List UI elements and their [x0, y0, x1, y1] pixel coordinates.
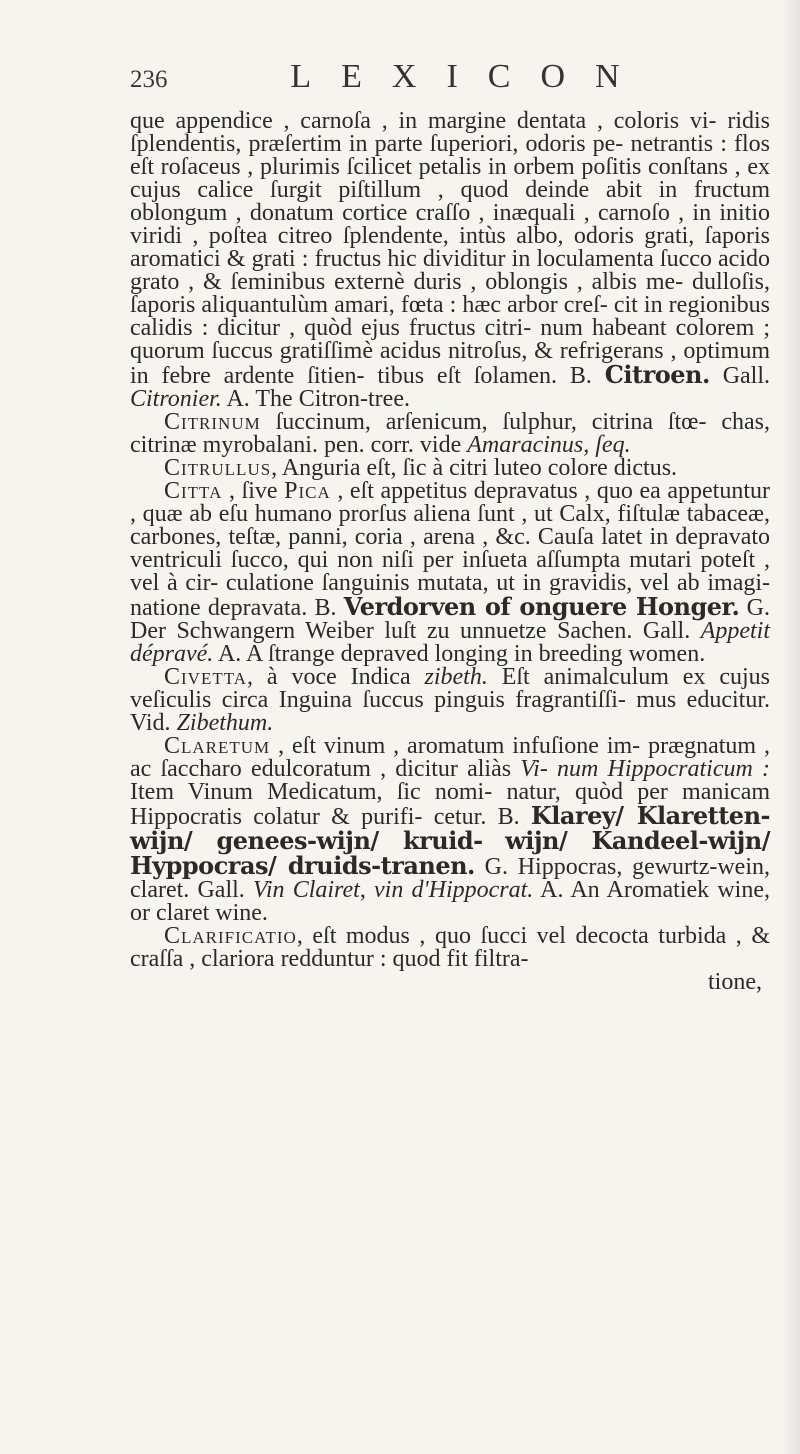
- headword: Civetta: [164, 664, 248, 690]
- page-edge-shadow: [782, 0, 800, 1454]
- entry-clarificatio: Clarificatio, eſt modus , quo ſucci vel decocta turbida , & craſſa , clariora redduntur : quod fit filtra-: [130, 923, 770, 972]
- dutch-term: Citroen.: [604, 360, 710, 389]
- dutch-term: wijn/ Kandeel-wijn/ Hyppocras/ druids-tranen.: [130, 826, 770, 880]
- entry-claretum: Claretum , eſt vinum , aromatum infuſione im- prægnatum , ac ſaccharo edulcoratum , dicitur aliàs Vi- num Hippocraticum : Item Vinum Medicatum, ſic nomi- natur, quòd per manicam Hippocratis colatur & purifi- cetur. B. Klarey/ Klaretten-wijn/ genees-wijn/ kruid- wijn/ Kandeel-wijn/ Hyppocras/ druids-tranen. G. Hippocras, gewurtz-wein, claret. Gall. Vin Clairet, vin d'Hippocrat. A. An Aromatiek wine, or claret wine.: [130, 733, 771, 926]
- dutch-term: Verdorven of onguere Honger.: [343, 592, 740, 621]
- entry-citrinum: Citrinum ſuccinum, arſenicum, ſulphur, citrina ſtœ- chas, citrinæ myrobalani. pen. corr. vide Amaracinus, ſeq.: [130, 409, 771, 458]
- dutch-term: Klarey/ Klaretten-wijn/ genees-wijn/ kruid-: [130, 801, 770, 855]
- headword: Citta: [164, 478, 223, 504]
- entry-citrullus: Citrullus, Anguria eſt, ſic à citri luteo colore dictus.: [164, 455, 678, 481]
- headword-synonym: Pica: [284, 478, 331, 504]
- entry-citta: Citta , ſive Pica , eſt appetitus depravatus , quo ea appetuntur , quæ ab eſu humano prorſus aliena ſunt , ut Calx, fiſtulæ tabaceæ, carbones, teſtæ, panni, coria , arena , &c. Cauſa latet in depravato ventriculi ſucco, qui non niſi per inſueta aſſumpta mutari poteſt , vel à cir- culatione ſanguinis mutata, ut in gravidis, vel ab imagi- natione depravata. B. Verdorven of onguere Honger. G. Der Schwangern Weiber luſt zu unnuetze Sachen. Gall. Appetit dépravé. A. A ſtrange depraved longing in breeding women.: [130, 478, 771, 667]
- headword: Claretum: [164, 733, 271, 759]
- entry-civetta: Civetta, à voce Indica zibeth. Eſt animalculum ex cujus veſiculis circa Inguina ſuccus pinguis fragrantiſſi- mus educitur. Vid. Zibethum.: [130, 664, 771, 736]
- headword: Citrinum: [164, 409, 261, 435]
- headword: Citrullus: [164, 455, 272, 481]
- body-text: [130, 110, 770, 994]
- page-number: 236: [130, 66, 168, 93]
- french-term: Citronier.: [130, 386, 222, 412]
- french-term: Appetit dépravé.: [130, 618, 771, 667]
- catchword: tione,: [708, 969, 762, 995]
- continuation-paragraph: que appendice , carnoſa , in margine dentata , coloris vi- ridis ſplendentis, præſertim in parte ſuperiori, odoris pe- netrantis : flos eſt roſaceus , plurimis ſcilicet petalis in orbem poſitis conſtans , ex cujus calice ſurgit piſtillum , quod deinde abit in fructum oblongum , donatum cortice craſſo , inæquali , carnoſo , in initio viridi , poſtea citreo ſplendente, intùs albo, odoris grati, ſaporis aromatici & grati : fructus hic dividitur in loculamenta ſucco acido grato , & ſeminibus externè duris , oblongis , albis me- dulloſis, ſaporis aliquantulùm amari, fœta : hæc arbor creſ- cit in regionibus calidis : dicitur , quòd ejus fructus citri- num habeant colorem ; quorum ſuccus gratiſſimè acidus nitroſus, & refrigerans , optimum in febre ardente ſitien- tibus eſt ſolamen. B. Citroen. Gall. Citronier. A. The Citron-tree.: [130, 108, 771, 412]
- page-header: [130, 58, 770, 98]
- headword: Clarificatio: [164, 923, 297, 949]
- running-head: LEXICON: [290, 58, 650, 95]
